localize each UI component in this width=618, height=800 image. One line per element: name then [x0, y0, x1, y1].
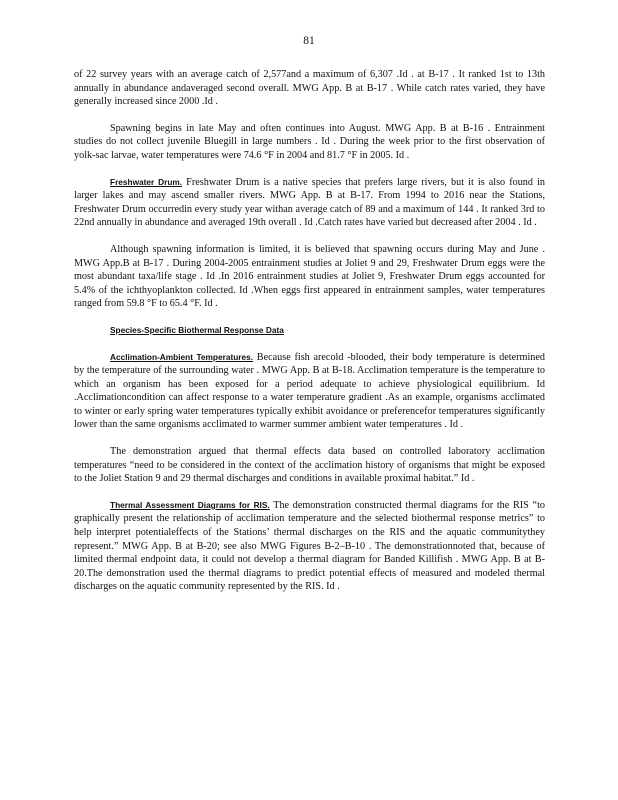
paragraph-acclimation [74, 351, 545, 433]
document-body [74, 68, 545, 607]
acclimation-text: Because fish arecold -blooded, their body temperature is determined by the temperature of the surrounding water . MWG App. B at B-18. Acclimation temperature is the temperature to which an organism has been exposed for a period adequate to achieve physiological equilibrium. Id .Acclimationcondition can affect response to a water temperature gradient .As an example, organisms acclimated to winter or early spring water temperatures typically exhibit avoidance or preferencefor temperatures significantly lower than the same organisms acclimated to warmer summer ambient water temperatures . Id . [74, 351, 545, 431]
paragraph-bluegill-catch: of 22 survey years with an average catch of 2,577and a maximum of 6,307 .Id . at B-17 . It ranked 1st to 13th annually in abundance andaveraged second overall. MWG App. B at B-17 . While catch rates varied, they have generally increased since 2000 .Id . [74, 69, 545, 108]
paragraph-demonstration-argued: The demonstration argued that thermal effects data based on controlled laboratory acclimation temperatures “need to be considered in the context of the acclimation history of organisms that might be exposed to the Joliet Station 9 and 29 thermal discharges and conditions in available proximal habitat.” Id . [74, 446, 545, 485]
page-number: 81 [303, 35, 315, 47]
paragraph-thermal-diagrams [74, 499, 545, 594]
thermal-diagrams-heading: Thermal Assessment Diagrams for RIS. [110, 499, 270, 510]
acclimation-heading: Acclimation-Ambient Temperatures. [110, 351, 254, 362]
freshwater-drum-heading: Freshwater Drum. [110, 176, 183, 187]
paragraph-bluegill-spawning: Spawning begins in late May and often continues into August. MWG App. B at B-16 . Entrainment studies do not collect juvenile Bluegill in large numbers . Id . During the week prior to the first observation of yolk-sac larvae, water temperatures were 74.6 °F in 2004 and 81.7 °F in 2005. Id . [74, 122, 545, 161]
paragraph-drum-spawning: Although spawning information is limited, it is believed that spawning occurs during May and June . MWG App.B at B-17 . During 2004-2005 entrainment studies at Joliet 9 and 29, Freshwater Drum eggs were the most abundant taxa/life stage . Id .In 2016 entrainment studies at Joliet 9, Freshwater Drum eggs accounted for 5.4% of the ichthyoplankton collected. Id .When eggs first appeared in entrainment samples, water temperatures ranged from 59.8 °F to 65.4 °F. Id . [74, 243, 545, 310]
freshwater-drum-text: Freshwater Drum is a native species that prefers large rivers, but it is also found in larger lakes and may ascend smaller rivers. MWG App. B at B-17. From 1994 to 2016 near the Stations, Freshwater Drum occurredin every study year withan average catch of 89 and a maximum of 144 . It ranked 3rd to 22nd annually in abundance and averaged 19th overall . Id .Catch rates have varied but decreased after 2004 . Id . [74, 176, 545, 229]
thermal-diagrams-text: The demonstration constructed thermal diagrams for the RIS “to graphically present the relationship of acclimation temperature and the selected biothermal response metrics” to help interpret potentialeffects of the Stations’ thermal discharges on the RIS and the aquatic communitythey represent.” MWG App. B at B-20; see also MWG Figures B-2–B-10 . The demonstrationnoted that, because of limited thermal endpoint data, it could not develop a thermal diagram for Banded Killifish . MWG App. B at B-20.The demonstration used the thermal diagrams to predict potential effects of measured and modeled thermal discharges on the aquatic community represented by the RIS. Id . [74, 499, 545, 593]
paragraph-freshwater-drum [74, 176, 545, 230]
section-heading-biothermal: Species-Specific Biothermal Response Data [110, 324, 284, 335]
